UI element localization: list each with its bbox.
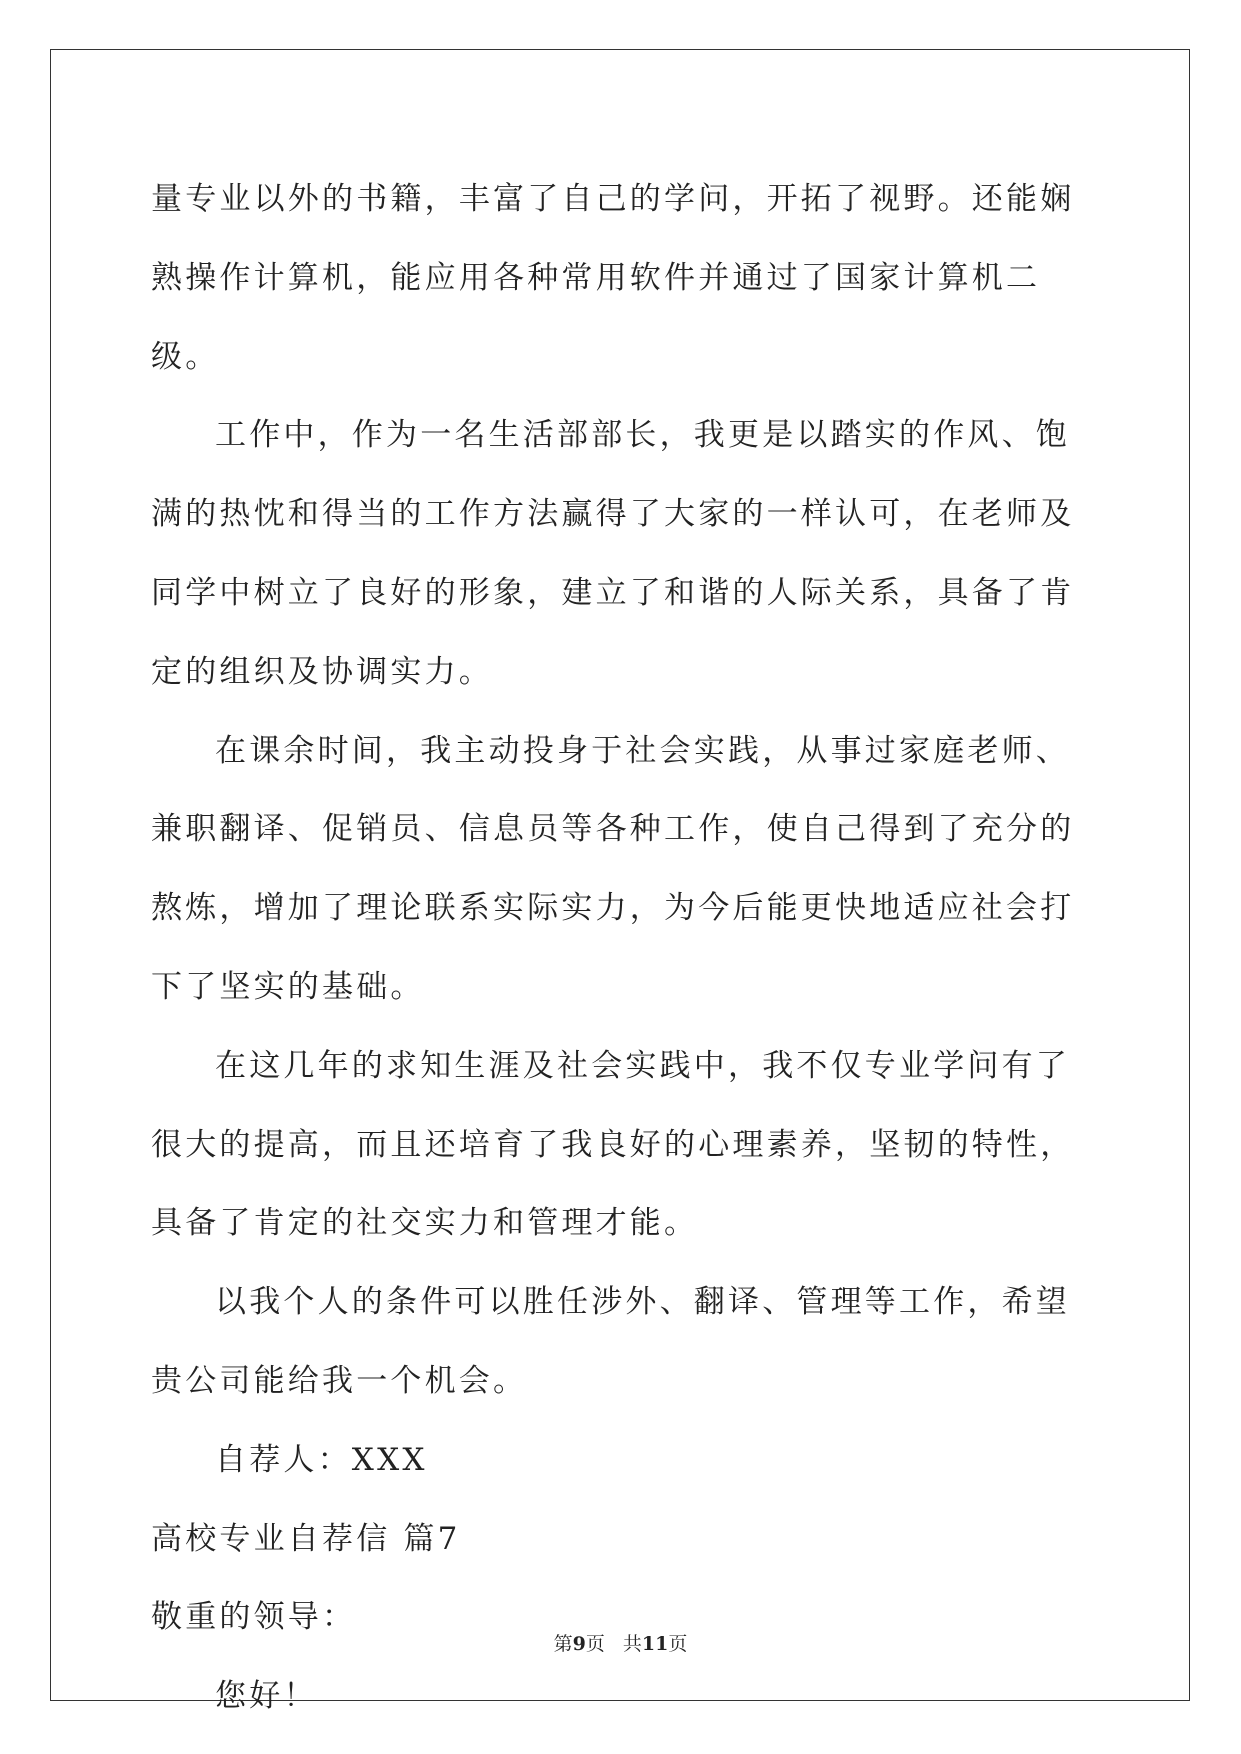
document-body (151, 160, 1091, 1736)
footer-total-unit: 页 (668, 1633, 688, 1655)
footer-total-prefix: 共 (622, 1633, 642, 1655)
footer-prefix: 第 (553, 1633, 573, 1655)
section-heading: 高校专业自荐信 篇7 (151, 1520, 461, 1557)
paragraph: 量专业以外的书籍，丰富了自己的学问，开拓了视野。还能娴熟操作计算机，能应用各种常用软件并通过了国家计算机二级。 (151, 181, 1075, 375)
signature-line: 自荐人：XXX (215, 1441, 428, 1478)
total-pages-number: 11 (641, 1633, 669, 1655)
footer-page-unit: 页 (585, 1633, 605, 1655)
paragraph: 在课余时间，我主动投身于社会实践，从事过家庭老师、兼职翻译、促销员、信息员等各种工作，使自己得到了充分的熬炼，增加了理论联系实际实力，为今后能更快地适应社会打下了坚实的基础。 (151, 732, 1075, 1005)
current-page-number: 9 (572, 1633, 586, 1655)
salutation: 敬重的领导： (151, 1599, 357, 1636)
greeting: 您好！ (215, 1678, 318, 1715)
paragraph: 以我个人的条件可以胜任涉外、翻译、管理等工作，希望贵公司能给我一个机会。 (151, 1284, 1070, 1399)
paragraph: 工作中，作为一名生活部部长，我更是以踏实的作风、饱满的热忱和得当的工作方法赢得了大家的一样认可，在老师及同学中树立了良好的形象，建立了和谐的人际关系，具备了肯定的组织及协调实力。 (151, 417, 1075, 690)
paragraph: 在这几年的求知生涯及社会实践中，我不仅专业学问有了很大的提高，而且还培育了我良好的心理素养，坚韧的特性，具备了肯定的社交实力和管理才能。 (151, 1047, 1075, 1242)
page-footer (0, 1629, 1241, 1656)
